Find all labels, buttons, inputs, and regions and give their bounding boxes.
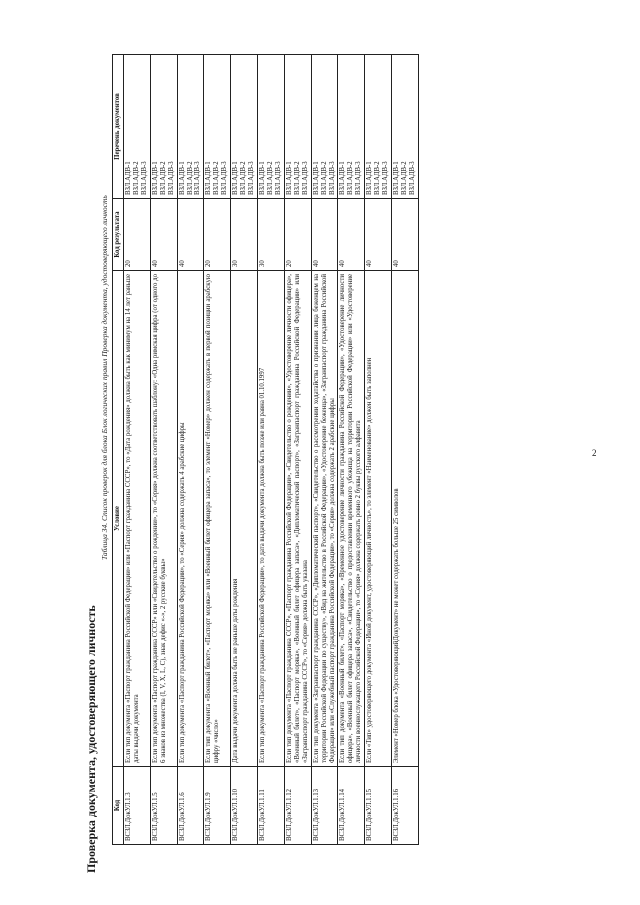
document-item: ВЗЛ.АДВ-1 <box>178 161 186 195</box>
section-heading: Проверка документа, удостоверяющего личность <box>84 605 98 873</box>
table-row <box>150 55 177 845</box>
document-item: ВЗЛ.АДВ-3 <box>167 161 175 195</box>
document-item: ВЗЛ.АДВ-1 <box>339 161 347 195</box>
row-result-code: 30 <box>258 199 285 271</box>
row-condition: Элемент «Номер блока «УдостоверяющийДокумент» не может содержать больше 25 символов <box>392 271 419 767</box>
row-documents <box>392 55 419 199</box>
table-row <box>204 55 231 845</box>
row-code: ВСЗЛ.ДокУЛ.1.11 <box>258 767 285 845</box>
row-code: ВСЗЛ.ДокУЛ.1.3 <box>123 767 150 845</box>
document-item: ВЗЛ.АДВ-3 <box>382 161 390 195</box>
document-item: ВЗЛ.АДВ-1 <box>312 161 320 195</box>
row-code: ВСЗЛ.ДокУЛ.1.12 <box>284 767 311 845</box>
row-documents <box>258 55 285 199</box>
row-documents <box>338 55 365 199</box>
document-item: ВЗЛ.АДВ-3 <box>221 161 229 195</box>
table-row <box>123 55 150 845</box>
row-code: ВСЗЛ.ДокУЛ.1.6 <box>177 767 204 845</box>
row-result-code: 40 <box>338 199 365 271</box>
row-result-code: 20 <box>284 199 311 271</box>
row-condition: Дата выдачи документа должна быть не раньше даты рождения <box>231 271 258 767</box>
document-item: ВЗЛ.АДВ-1 <box>285 161 293 195</box>
row-documents <box>177 55 204 199</box>
document-item: ВЗЛ.АДВ-2 <box>266 161 274 195</box>
page-number: 2 <box>592 448 597 458</box>
document-item: ВЗЛ.АДВ-2 <box>293 161 301 195</box>
document-item: ВЗЛ.АДВ-1 <box>151 161 159 195</box>
row-result-code: 40 <box>392 199 419 271</box>
document-item: ВЗЛ.АДВ-1 <box>124 161 132 195</box>
table-row <box>311 55 338 845</box>
table-row <box>365 55 392 845</box>
row-condition: Если тип документа «Паспорт гражданина Российской Федерации» или «Паспорт гражданина СССР», то «Дата рождения» должна быть как минимум на 14 лет раньше даты выдачи документа <box>123 271 150 767</box>
document-item: ВЗЛ.АДВ-1 <box>259 161 266 195</box>
document-item: ВЗЛ.АДВ-3 <box>408 161 416 195</box>
document-item: ВЗЛ.АДВ-2 <box>401 161 408 195</box>
row-condition: Если тип документа «Паспорт гражданина Российской Федерации», то дата выдачи документа должна быть позже или равна 01.10.1997 <box>258 271 285 767</box>
row-result-code: 40 <box>150 199 177 271</box>
row-condition: Если тип документа «Паспорт гражданина Российской Федерации», то «Серия» должна содержать 4 арабские цифры <box>177 271 204 767</box>
document-item: ВЗЛ.АДВ-1 <box>205 161 213 195</box>
document-item: ВЗЛ.АДВ-2 <box>213 161 221 195</box>
table-row <box>258 55 285 845</box>
document-item: ВЗЛ.АДВ-3 <box>328 161 336 195</box>
row-documents <box>123 55 150 199</box>
row-condition: Если тип документа «Загранпаспорт гражданина СССР», «Дипломатический паспорт», «Свидетельство о рассмотрении ходатайства о признании лица беженцем на территории Российской Федерации по существу», «Вид на жительство в Российской Федерации», «Удостоверение беженца», «Загранпаспорт гражданина Российской Федерации» или «Служебный паспорт гражданина Российской Федерации», то «Серия» должна содержать 2 арабские цифры <box>311 271 338 767</box>
document-item: ВЗЛ.АДВ-3 <box>140 161 148 195</box>
row-result-code: 40 <box>177 199 204 271</box>
row-documents <box>311 55 338 199</box>
document-item: ВЗЛ.АДВ-3 <box>355 161 363 195</box>
row-documents <box>204 55 231 199</box>
header-code: Код <box>113 767 124 845</box>
row-code: ВСЗЛ.ДокУЛ.1.14 <box>338 767 365 845</box>
row-result-code: 40 <box>365 199 392 271</box>
document-item: ВЗЛ.АДВ-2 <box>347 161 355 195</box>
row-condition: Если «Тип» удостоверяющего документа «Иной документ, удостоверяющий личность», то элемент «Наименование» должен быть заполнен <box>365 271 392 767</box>
document-item: ВЗЛ.АДВ-2 <box>320 161 328 195</box>
row-documents <box>284 55 311 199</box>
document-item: ВЗЛ.АДВ-2 <box>240 161 248 195</box>
row-documents <box>365 55 392 199</box>
document-item: ВЗЛ.АДВ-2 <box>132 161 140 195</box>
row-code: ВСЗЛ.ДокУЛ.1.9 <box>204 767 231 845</box>
document-item: ВЗЛ.АДВ-3 <box>274 161 282 195</box>
document-item: ВЗЛ.АДВ-3 <box>194 161 202 195</box>
table-row <box>284 55 311 845</box>
table-caption: Таблица 34. Список проверок для блока Блок логических правил Проверка документа, удостоверяющего личность <box>100 195 109 560</box>
header-result-code: Код результата <box>113 199 124 271</box>
table-header-row <box>113 55 124 845</box>
table-row <box>392 55 419 845</box>
table-row <box>338 55 365 845</box>
row-condition: Если тип документа «Паспорт гражданина СССР», «Паспорт гражданина Российской Федерации», «Свидетельство о рождении», «Удостоверение личности офицера», «Военный билет», «Паспорт моряка», «Военный билет офицера запаса», «Дипломатический паспорт», «Загранпаспорт гражданина Российской Федерации» или «Загранпаспорт гражданина СССР», то «Серия» должна быть указана <box>284 271 311 767</box>
header-condition: Условие <box>113 271 124 767</box>
document-item: ВЗЛ.АДВ-1 <box>393 161 401 195</box>
document-item: ВЗЛ.АДВ-1 <box>232 161 240 195</box>
row-result-code: 30 <box>231 199 258 271</box>
row-result-code: 20 <box>204 199 231 271</box>
row-code: ВСЗЛ.ДокУЛ.1.13 <box>311 767 338 845</box>
document-item: ВЗЛ.АДВ-1 <box>366 161 374 195</box>
row-documents <box>231 55 258 199</box>
row-code: ВСЗЛ.ДокУЛ.1.15 <box>365 767 392 845</box>
header-documents: Перечень документов <box>113 55 124 199</box>
document-item: ВЗЛ.АДВ-2 <box>186 161 194 195</box>
table-row <box>231 55 258 845</box>
row-code: ВСЗЛ.ДокУЛ.1.16 <box>392 767 419 845</box>
table-row <box>177 55 204 845</box>
document-item: ВЗЛ.АДВ-2 <box>159 161 167 195</box>
row-condition: Если тип документа «Паспорт гражданина СССР» или «Свидетельство о рождении», то «Серия» должна соответствовать шаблону: «Одна римская цифра (от одного до 6 знаков из множества (I, V, X, L, C), знак дефис «-», 2 русские буквы» <box>150 271 177 767</box>
row-code: ВСЗЛ.ДокУЛ.1.10 <box>231 767 258 845</box>
document-item: ВЗЛ.АДВ-3 <box>301 161 309 195</box>
row-condition: Если тип документа «Военный билет», «Паспорт моряка» или «Военный билет офицера запаса», то элемент «Номер» должен содержать в первой позиции арабскую цифру «число» <box>204 271 231 767</box>
document-item: ВЗЛ.АДВ-2 <box>374 161 382 195</box>
row-code: ВСЗЛ.ДокУЛ.1.5 <box>150 767 177 845</box>
row-result-code: 40 <box>311 199 338 271</box>
row-documents <box>150 55 177 199</box>
checks-table <box>112 54 419 845</box>
document-item: ВЗЛ.АДВ-3 <box>248 161 256 195</box>
row-result-code: 20 <box>123 199 150 271</box>
row-condition: Если тип документа «Военный билет», «Паспорт моряка», «Временное удостоверение личности гражданина Российской Федерации», «Удостоверение личности офицера», «Военный билет офицера запаса», «Свидетельство о предоставлении временного убежища на территории Российской Федерации» или «Удостоверение личности военнослужащего Российской Федерации», то «Серия» должна содержать ровно 2 буквы русского алфавита <box>338 271 365 767</box>
